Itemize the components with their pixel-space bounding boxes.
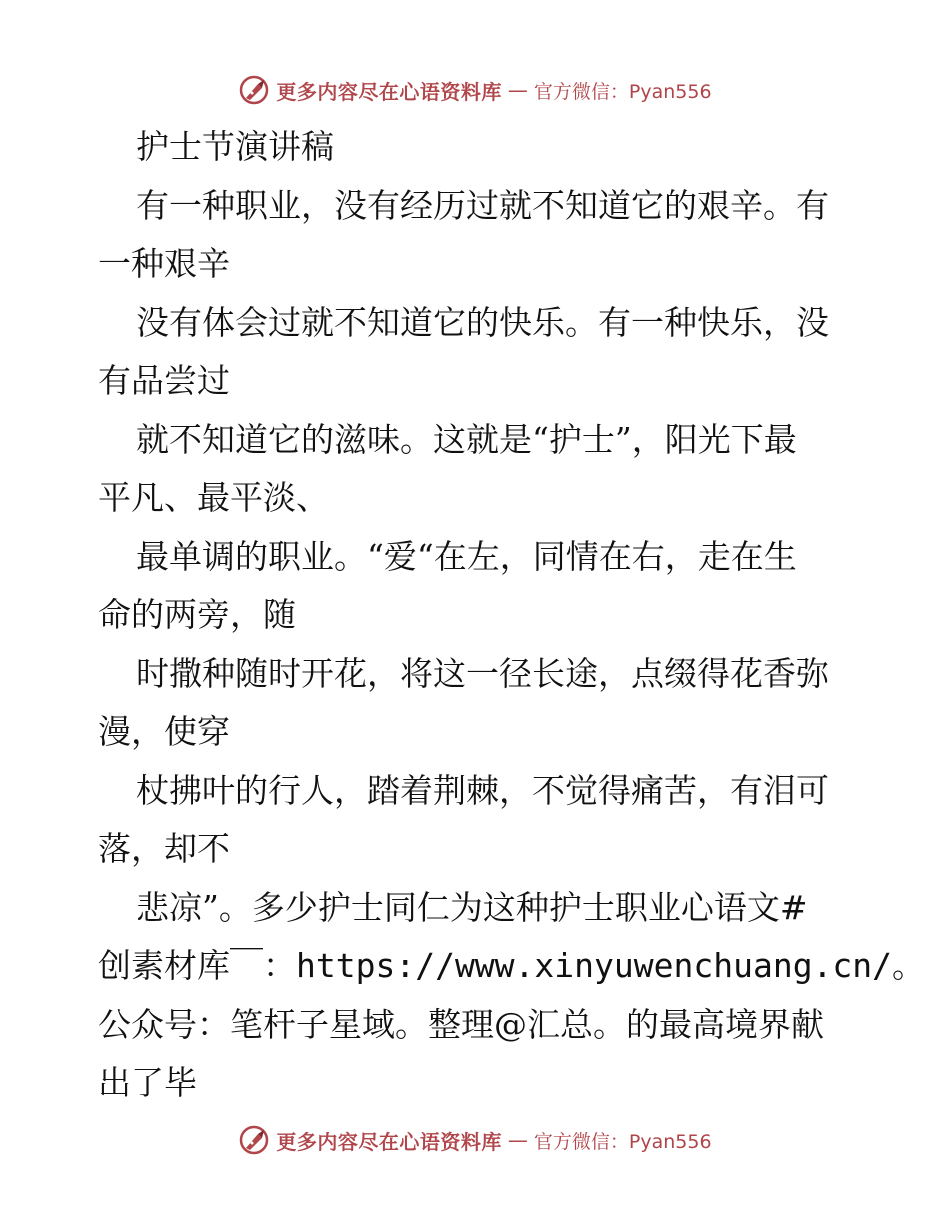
doc-line: 就不知道它的滋味。这就是“护士”，阳光下最 [136,419,797,459]
doc-line: 有一种职业，没有经历过就不知道它的艰辛。有 [136,185,829,225]
pen-nib-logo-icon [238,1124,270,1156]
doc-line: 平凡、最平淡、 [98,478,329,517]
banner-main-text: 更多内容尽在心语资料库 [276,79,502,104]
doc-line: 命的两旁，随 [98,595,296,634]
document-body [98,118,926,1113]
banner-main-text: 更多内容尽在心语资料库 [276,1129,502,1154]
banner-group [238,74,711,106]
pen-nib-logo-icon [238,74,270,106]
doc-title: 护士节演讲稿 [136,127,334,166]
doc-line: 落，却不 [98,829,230,868]
doc-line: 漫，使穿 [98,712,230,751]
doc-line-url: 创素材库￣：https://www.xinyuwenchuang.cn/。 [98,946,926,985]
banner-dash: — [507,1128,528,1152]
doc-line: 一种艰辛 [98,244,230,283]
doc-line: 有品尝过 [98,361,230,400]
doc-line: 时撒种随时开花，将这一径长途，点缀得花香弥 [136,653,829,693]
banner-wechat-text: 官方微信：Pyan556 [533,80,712,103]
doc-line: 悲凉”。多少护士同仁为这种护士职业心语文# [136,887,808,927]
banner-group [238,1124,711,1156]
header-banner [0,70,950,110]
doc-line: 最单调的职业。“爱“在左，同情在右，走在生 [136,536,797,576]
banner-dash: — [507,78,528,102]
banner-wechat-text: 官方微信：Pyan556 [533,1130,712,1153]
doc-line: 没有体会过就不知道它的快乐。有一种快乐，没 [136,302,829,342]
doc-line: 出了毕 [98,1063,197,1102]
footer-banner [0,1120,950,1160]
doc-line: 杖拂叶的行人，踏着荆棘，不觉得痛苦，有泪可 [136,770,829,810]
doc-line: 公众号：笔杆子星域。整理@汇总。的最高境界献 [98,1004,824,1044]
